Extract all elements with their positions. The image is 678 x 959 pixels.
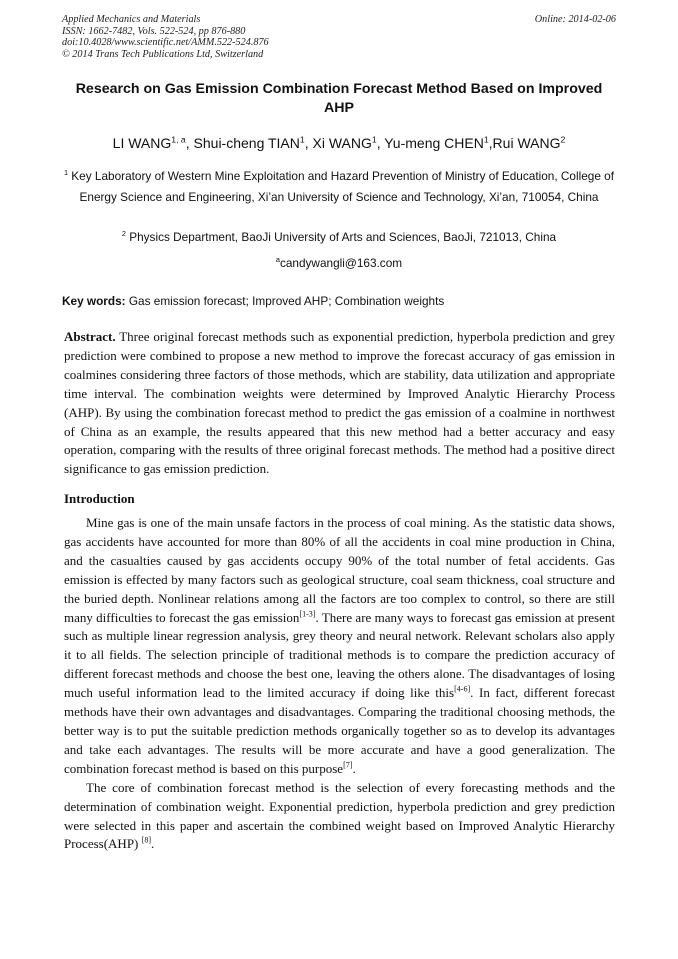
citation[interactable]: [4-6] bbox=[454, 684, 471, 694]
author-sup: 2 bbox=[560, 134, 566, 145]
paragraph bbox=[64, 779, 615, 855]
keywords-label: Key words: bbox=[62, 294, 126, 308]
author-name: Xi WANG bbox=[312, 135, 372, 151]
copyright-line: © 2014 Trans Tech Publications Ltd, Switzerland bbox=[62, 48, 264, 60]
paper-title: Research on Gas Emission Combination Forecast Method Based on Improved AHP bbox=[75, 81, 603, 116]
author-sup: 1 bbox=[371, 134, 377, 145]
affiliation-sup: 1 bbox=[63, 168, 69, 178]
affiliation-text: Key Laboratory of Western Mine Exploitation and Hazard Prevention of Ministry of Education, College of Energy Science and Engineering, Xi’an University of Science and Technology, Xi’an, 710054, China bbox=[71, 169, 615, 204]
introduction-body bbox=[64, 514, 615, 854]
issn-line: ISSN: 1662-7482, Vols. 522-524, pp 876-880 bbox=[62, 25, 246, 37]
author-list bbox=[40, 133, 638, 153]
affiliation-2 bbox=[62, 227, 616, 248]
author-sep: , bbox=[185, 135, 194, 151]
abstract-text: Three original forecast methods such as exponential prediction, hyperbola prediction and grey prediction were combined to propose a new method to improve the forecast accuracy of gas emission in coalmines considering three factors of those methods, which are stability, data utilization and appropriate time interval. The combination weights were determined by Improved Analytic Hierarchy Process (AHP). By using the combination forecast method to predict the gas emission of a coalmine in northwest of China as an example, the results appeared that this new method had a better accuracy and easy operation, comparing with the results of three original forecast methods. The method had a positive direct significance to gas emission prediction. bbox=[64, 329, 616, 477]
affiliation-sup: 2 bbox=[121, 229, 126, 239]
citation[interactable]: [8] bbox=[141, 836, 152, 846]
abstract-label: Abstract. bbox=[64, 329, 116, 344]
author-sup: 1 bbox=[483, 134, 489, 145]
paragraph-text: . bbox=[352, 760, 356, 776]
author-sep: , bbox=[376, 135, 385, 151]
author-name: Rui WANG bbox=[492, 135, 561, 151]
author-sep: , bbox=[304, 135, 313, 151]
paragraph-text: Mine gas is one of the main unsafe factors in the process of coal mining. As the statistic data shows, gas accidents have accounted for more than 80% of all the accidents in coal mine production in China, and the casualties caused by gas accidents occupy 90% of the total number of fetal accidents. Gas emission is effected by many factors such as geological structure, coal seam thickness, coal structure and the buried depth. Nonlinear relations among all the factors are too complex to control, so there are still many difficulties to forecast the gas emission bbox=[64, 515, 615, 625]
author-sep: , bbox=[488, 135, 493, 151]
online-date: Online: 2014-02-06 bbox=[534, 14, 616, 25]
keywords bbox=[62, 293, 616, 309]
author-name: Yu-meng CHEN bbox=[384, 135, 484, 151]
email-link[interactable]: candywangli@163.com bbox=[279, 256, 403, 270]
author-name: LI WANG bbox=[112, 135, 172, 151]
paragraph bbox=[64, 514, 615, 779]
author-sup: 1 bbox=[299, 134, 305, 145]
author-name: Shui-cheng TIAN bbox=[193, 135, 300, 151]
paragraph-text: The core of combination forecast method is the selection of every forecasting methods and the determination of combination weight. Exponential prediction, hyperbola prediction and grey prediction were selected in this paper and ascertain the combined weight based on Improved Analytic Hierarchy Process(AHP) bbox=[64, 779, 615, 852]
abstract bbox=[64, 328, 615, 479]
author-sup: 1, a bbox=[171, 134, 186, 145]
email-sup: a bbox=[275, 255, 280, 265]
section-heading-introduction: Introduction bbox=[64, 491, 135, 506]
paragraph-text: . bbox=[151, 836, 155, 852]
author-email bbox=[62, 255, 616, 271]
keywords-text: Gas emission forecast; Improved AHP; Combination weights bbox=[128, 294, 445, 308]
citation[interactable]: [7] bbox=[343, 760, 353, 770]
citation[interactable]: [1-3] bbox=[299, 609, 316, 619]
affiliation-text: Physics Department, BaoJi University of Arts and Sciences, BaoJi, 721013, China bbox=[129, 230, 557, 244]
affiliation-1 bbox=[62, 166, 616, 207]
journal-name: Applied Mechanics and Materials bbox=[62, 14, 201, 25]
journal-header bbox=[62, 14, 616, 60]
paragraph-text: . There are many ways to forecast gas emission at present such as multiple linear regression analysis, grey theory and neural network. Relevant scholars also apply it to all fields. The selection principle of traditional methods is to compare the prediction accuracy of different forecast methods and choose the best one, leaving the others alone. The disadvantages of losing much useful information lead to the limited accuracy if doing like this bbox=[64, 609, 615, 701]
doi-line: doi:10.4028/www.scientific.net/AMM.522-524.876 bbox=[62, 37, 269, 48]
paragraph-text: . In fact, different forecast methods have their own advantages and disadvantages. Comparing the traditional choosing methods, the better way is to put the suitable prediction methods organically together so as to develop its advantages and take each advantages. The results will be more accurate and have a good generalization. The combination forecast method is based on this purpose bbox=[64, 685, 616, 776]
